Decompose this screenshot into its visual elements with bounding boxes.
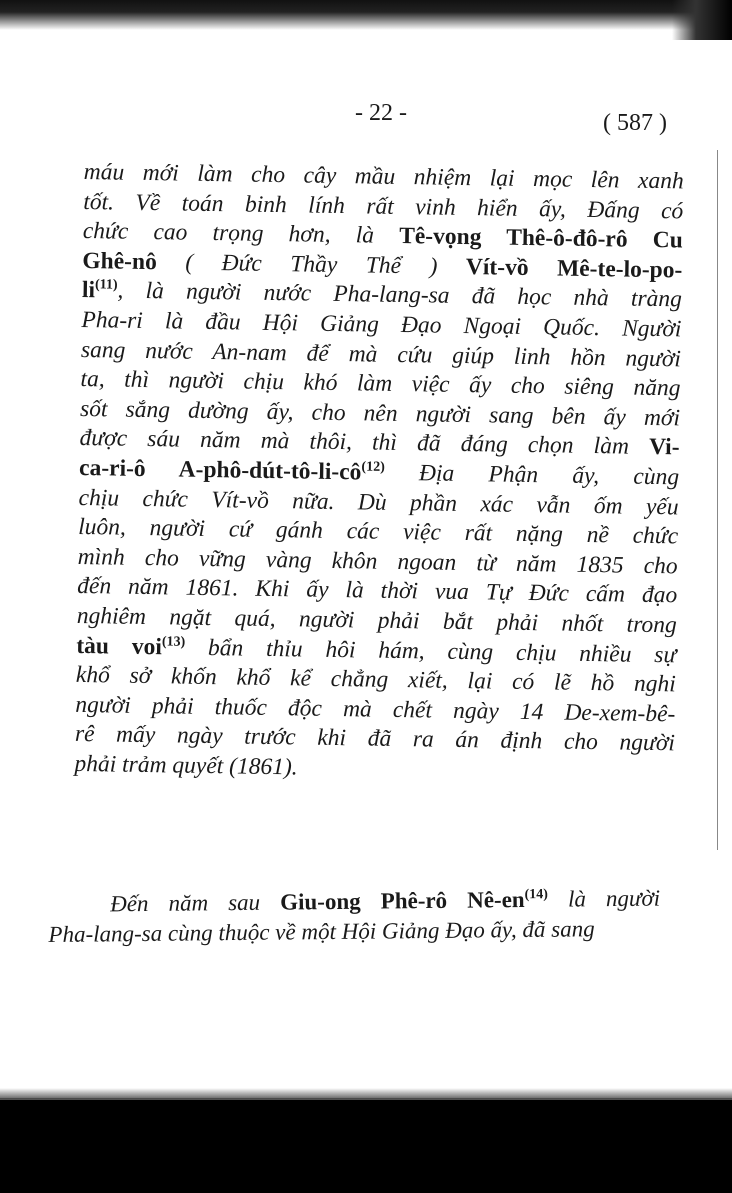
text-run: khổ sở khốn khổ kể chẳng xiết, lại có lẽ hồ nghi (75, 662, 677, 698)
text-run: Đến năm sau (110, 889, 281, 917)
text-run: luôn, người cứ gánh các việc rất nặng nề chức (77, 514, 679, 550)
text-run: chức cao trọng hơn, là (82, 218, 400, 250)
bold-name: Vít-vồ Mê-te-lo-po- (465, 253, 683, 284)
bold-name: Vi- (648, 434, 680, 461)
text-run: Địa Phận ấy, cùng (384, 459, 680, 491)
text-run: Pha-ri là đầu Hội Giảng Đạo Ngoại Quốc. Người (81, 306, 682, 343)
source-page-number: ( 587 ) (603, 110, 667, 136)
text-run: chịu chức Vít-vồ nữa. Dù phần xác vẫn ốm yếu (78, 484, 679, 520)
page-fold-line (717, 150, 718, 850)
text-run: rê mấy ngày trước khi đã ra án định cho người (74, 721, 676, 757)
body-paragraph-1 (74, 158, 684, 789)
text-run: ( Đức Thầy Thể ) (156, 248, 467, 280)
text-run: ta, thì người chịu khó làm việc ấy cho siêng năng (80, 366, 681, 402)
text-line (48, 914, 660, 950)
footnote-ref: (14) (524, 887, 548, 903)
text-run: , là người nước Pha-lang-sa đã học nhà tràng (117, 277, 683, 313)
text-run: được sáu năm mà thôi, thì đã đáng chọn làm (79, 425, 650, 461)
text-run: là người (547, 885, 661, 912)
body-paragraph-2 (48, 884, 661, 950)
bold-name: li (81, 277, 96, 304)
footnote-ref: (11) (94, 277, 118, 294)
bold-name: ca-ri-ô A-phô-dút-tô-li-cô (78, 454, 362, 486)
text-run: người phải thuốc độc mà chết ngày 14 De-xem-bê- (75, 691, 676, 728)
text-run: nghiêm ngặt quá, người phải bắt phải nhốt trong (76, 602, 677, 639)
text-run: sốt sắng dường ấy, cho nên người sang bên ấy mới (79, 395, 681, 432)
bold-name: tàu voi (76, 632, 163, 660)
page-number: - 22 - (355, 100, 407, 126)
scan-top-edge (0, 0, 732, 30)
text-run: mình cho vững vàng khôn ngoan từ năm 1835 cho (77, 543, 678, 580)
text-run: phải trảm quyết (1861). (74, 750, 298, 781)
scan-bottom-edge (0, 1098, 732, 1193)
bold-name: Ghê-nô (82, 247, 158, 275)
text-run: sang nước An-nam để mà cứu giúp linh hồn người (80, 336, 682, 372)
footnote-ref: (12) (361, 459, 385, 475)
scan-top-corner (672, 0, 732, 40)
text-run: tốt. Về toán binh lính rất vinh hiển ấy, Đấng có (83, 188, 684, 225)
text-run: Pha-lang-sa cùng thuộc về một Hội Giảng Đạo ấy, đã sang (48, 916, 595, 947)
text-run: máu mới làm cho cây mầu nhiệm lại mọc lên xanh (83, 158, 684, 195)
footnote-ref: (13) (161, 633, 186, 650)
bold-name: Tê-vọng Thê-ô-đô-rô Cu (398, 223, 683, 254)
bold-name: Giu-ong Phê-rô Nê-en (280, 887, 525, 915)
text-run: bẩn thỉu hôi hám, cùng chịu nhiều sự (184, 634, 677, 668)
text-run: đến năm 1861. Khi ấy là thời vua Tự Đức cấm đạo (77, 573, 678, 609)
